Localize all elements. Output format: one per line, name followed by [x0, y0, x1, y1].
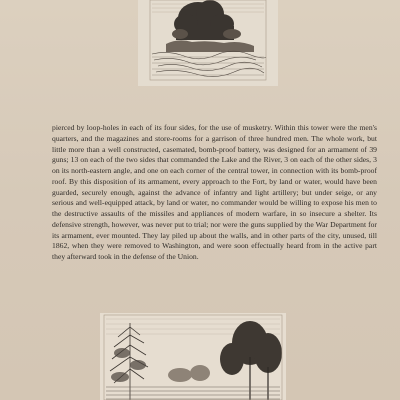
- body-text-paragraph: pierced by loop-holes in each of its four sides, for the use of musketry. Within this tower were the men's quarters, and the magazines and store-rooms for a garrison of three hundred men. The whole work, but little more than a well constructed, casemated, bomb-proof battery, was designed for an armament of 39 guns; 13 on each of the two sides that commanded the Lake and the River, 3 on each of the other sides, 3 on its north-eastern angle, and one on each corner of the central tower, in connection with its bomb-proof roof. By this disposition of its armament, every approach to the Fort, by land or water, would have been guarded, securely enough, against the advance of infantry and light artillery; but under seige, or any serious and well-equipped attack, by land or water, no commander would be willing to expose his men to the destructive assaults of the missiles and appliances of modern warfare, in so insecure a shelter. Its defensive strength, however, was never put to trial; nor were the guns supplied by the War Department for its armament, ever mounted. They lay piled up about the walls, and in other parts of the city, unused, till 1862, when they were removed to Washington, and were soon effectually heard from in the active part they afterward took in the defense of the Union.: [52, 123, 377, 261]
- bottom-engraving-plate: [100, 313, 286, 400]
- island-trees-engraving: [138, 0, 278, 86]
- top-engraving-plate: [138, 0, 278, 86]
- trees-landscape-engraving: [100, 313, 286, 400]
